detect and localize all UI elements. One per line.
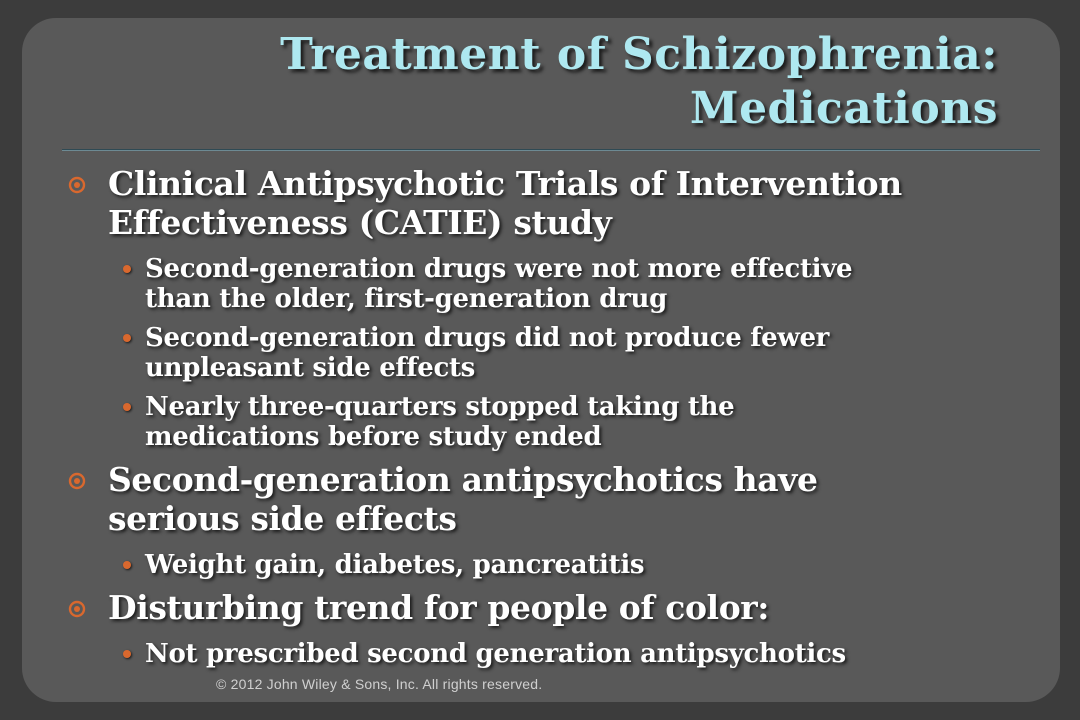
sub-bullet-not-prescribed <box>66 639 1036 669</box>
dot-bullet-icon <box>123 334 131 342</box>
sub-bullet-text-line-2: than the older, first-generation drug <box>145 284 668 314</box>
bullet-text-line-1: Disturbing trend for people of color: <box>108 588 770 627</box>
bullet-side-effects <box>66 460 1036 538</box>
copyright-footer: © 2012 John Wiley & Sons, Inc. All rights reserved. <box>216 676 543 692</box>
sub-bullet-text-line-1: Not prescribed second generation antipsychotics <box>145 639 846 669</box>
sub-bullet-text-line-2: unpleasant side effects <box>145 353 476 383</box>
dot-bullet-icon <box>123 561 131 569</box>
sub-bullet-weight-gain <box>66 550 1036 580</box>
sub-bullet-text-line-1: Second-generation drugs did not produce fewer <box>145 323 830 353</box>
dot-bullet-icon <box>123 265 131 273</box>
sub-bullet-stopped-taking <box>66 392 1036 452</box>
slide-title <box>280 28 998 136</box>
bullet-catie-study <box>66 164 1036 242</box>
sub-bullet-not-fewer-side-effects <box>66 323 1036 383</box>
title-divider <box>62 149 1040 151</box>
circled-dot-bullet-icon <box>68 176 86 194</box>
slide-panel <box>22 18 1060 702</box>
slide-body <box>66 164 1036 669</box>
bullet-people-of-color <box>66 588 1036 627</box>
sub-bullet-text-line-2: medications before study ended <box>145 422 602 452</box>
dot-bullet-icon <box>123 650 131 658</box>
bullet-text-line-2: serious side effects <box>108 499 457 538</box>
bullet-text-line-2: Effectiveness (CATIE) study <box>108 203 612 242</box>
circled-dot-bullet-icon <box>68 472 86 490</box>
sub-bullet-text-line-1: Weight gain, diabetes, pancreatitis <box>145 550 645 580</box>
circled-dot-bullet-icon <box>68 600 86 618</box>
sub-bullet-not-more-effective <box>66 254 1036 314</box>
slide-title-line-1: Treatment of Schizophrenia: <box>280 29 998 80</box>
dot-bullet-icon <box>123 403 131 411</box>
bullet-text-line-1: Clinical Antipsychotic Trials of Intervention <box>108 164 902 203</box>
slide-title-line-2: Medications <box>689 83 998 134</box>
bullet-text-line-1: Second-generation antipsychotics have <box>108 460 818 499</box>
sub-bullet-text-line-1: Nearly three-quarters stopped taking the <box>145 392 735 422</box>
sub-bullet-text-line-1: Second-generation drugs were not more effective <box>145 254 853 284</box>
